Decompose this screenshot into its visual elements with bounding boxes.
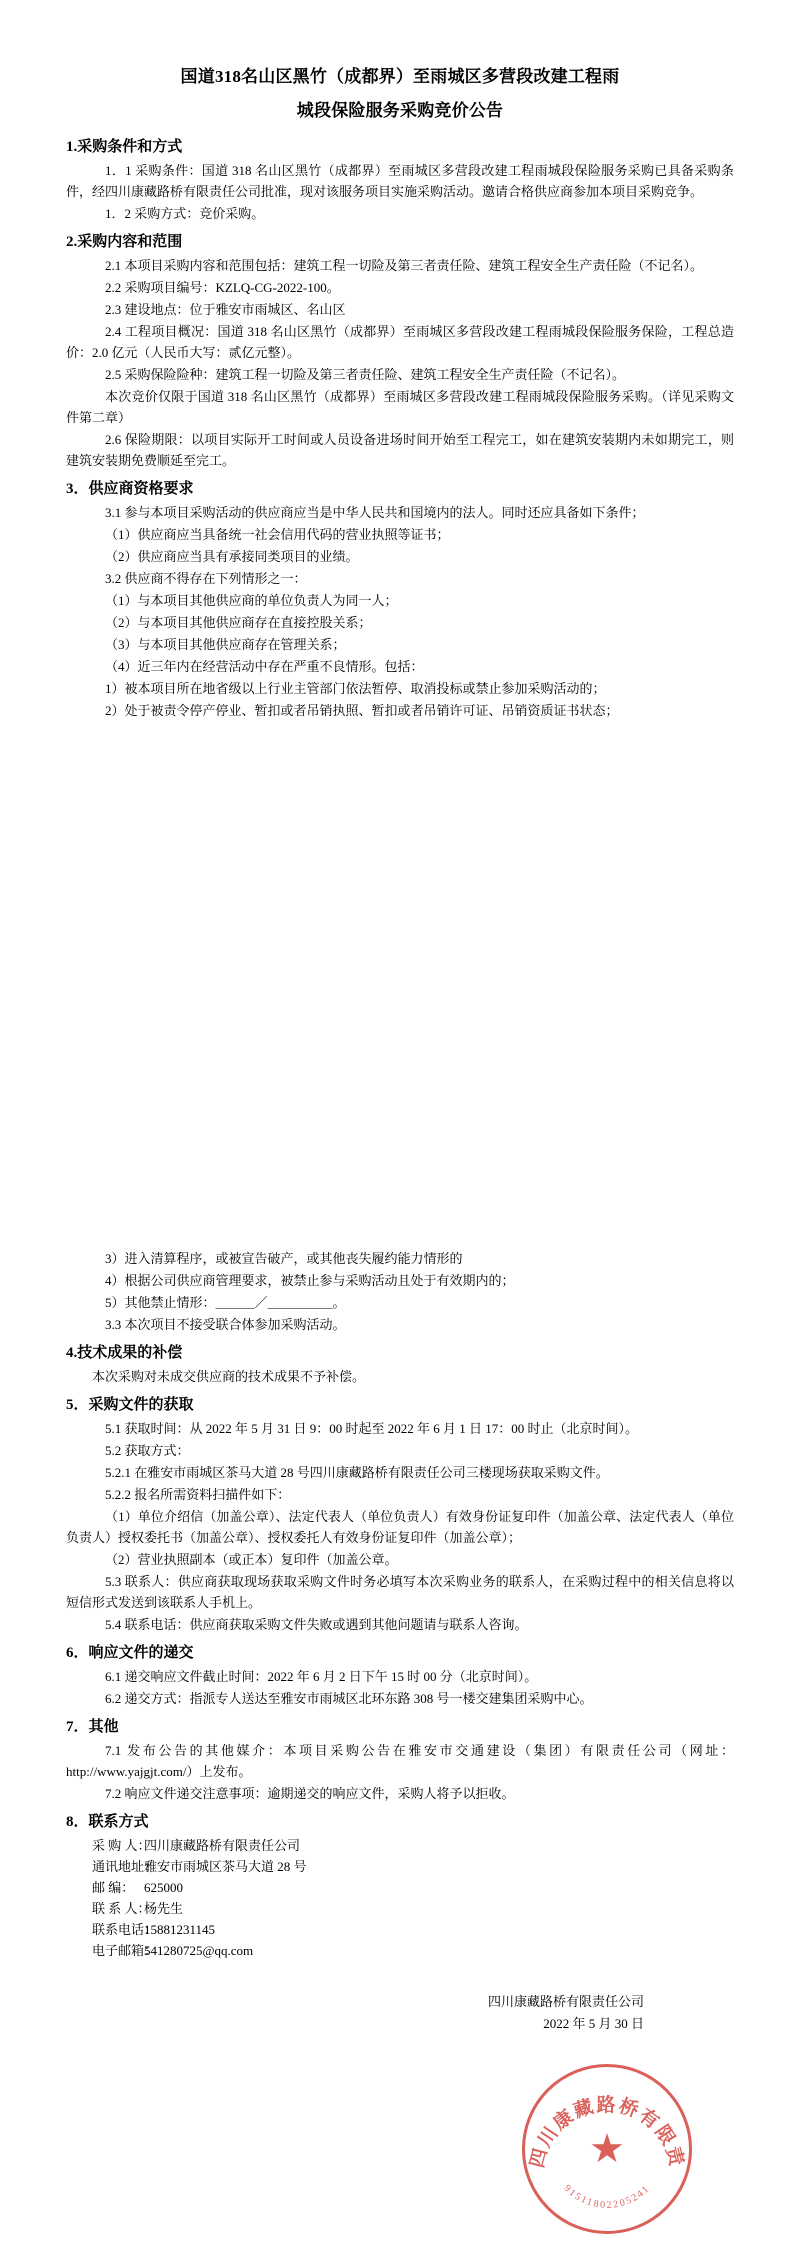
page-title-line-2: 城段保险服务采购竞价公告	[296, 101, 504, 120]
contact-row	[66, 1877, 734, 1898]
paragraph: 5.2 获取方式：	[105, 1443, 190, 1458]
paragraph: 5.2.2 报名所需资料扫描件如下：	[105, 1487, 291, 1502]
paragraph: 本次竞价仅限于国道 318 名山区黑竹（成都界）至雨城区多营段改建工程雨城段保险服务采购。（详见采购文件第二章）	[66, 389, 734, 425]
contact-value: 四川康藏路桥有限责任公司	[144, 1838, 301, 1853]
section-heading-5: 5．采购文件的获取	[66, 1397, 194, 1413]
contact-label: 邮 编：	[92, 1880, 135, 1895]
document-page-2	[0, 1131, 800, 2262]
section-heading-4: 4.技术成果的补偿	[66, 1345, 183, 1361]
paragraph: （1）与本项目其他供应商的单位负责人为同一人；	[105, 593, 398, 608]
signature-date: 2022 年 5 月 30 日	[543, 2016, 644, 2031]
paragraph: 7.2 响应文件递交注意事项：逾期递交的响应文件，采购人将予以拒收。	[105, 1786, 515, 1801]
contact-row	[66, 1919, 734, 1940]
paragraph: 6.1 递交响应文件截止时间：2022 年 6 月 2 日下午 15 时 00 分（北京时间）。	[105, 1669, 538, 1684]
contact-label: 联 系 人：	[92, 1901, 151, 1916]
paragraph: 2）处于被责令停产停业、暂扣或者吊销执照、暂扣或者吊销许可证、吊销资质证书状态；	[105, 703, 619, 718]
paragraph: 2.6 保险期限：以项目实际开工时间或人员设备进场时间开始至工程完工，如在建筑安装期内未如期完工，则建筑安装期免费顺延至完工。	[66, 432, 734, 468]
paragraph: 5.4 联系电话：供应商获取采购文件失败或遇到其他问题请与联系人咨询。	[105, 1617, 528, 1632]
contact-row	[66, 1898, 734, 1919]
paragraph: （4）近三年内在经营活动中存在严重不良情形。包括：	[105, 659, 424, 674]
paragraph: 2.2 采购项目编号：KZLQ-CG-2022-100。	[105, 280, 340, 295]
paragraph: 3.2 供应商不得存在下列情形之一：	[105, 571, 307, 586]
paragraph: 1．1 采购条件：国道 318 名山区黑竹（成都界）至雨城区多营段改建工程雨城段保险服务采购已具备采购条件，经四川康藏路桥有限责任公司批准，现对该服务项目实施采购活动。邀请合格供应商参加本项目采购竞争。	[66, 163, 734, 199]
contact-label: 电子邮箱：	[92, 1943, 158, 1958]
paragraph: （1）供应商应当具备统一社会信用代码的营业执照等证书；	[105, 527, 450, 542]
paragraph: 2.4 工程项目概况：国道 318 名山区黑竹（成都界）至雨城区多营段改建工程雨城段保险服务保险，工程总造价：2.0 亿元（人民币大写：贰亿元整）。	[66, 324, 734, 360]
company-seal-icon	[522, 2064, 692, 2234]
contact-value: 杨先生	[144, 1901, 184, 1916]
paragraph: 2.5 采购保险险种：建筑工程一切险及第三者责任险、建筑工程安全生产责任险（不记名）。	[105, 367, 626, 382]
contact-row	[66, 1940, 734, 1961]
contact-label: 采 购 人：	[92, 1838, 151, 1853]
signature-block	[66, 1991, 734, 2035]
contact-table	[66, 1835, 734, 1961]
contact-row	[66, 1835, 734, 1856]
paragraph: 3.1 参与本项目采购活动的供应商应当是中华人民共和国境内的法人。同时还应具备如下条件；	[105, 505, 645, 520]
paragraph: 3.3 本次项目不接受联合体参加采购活动。	[105, 1317, 346, 1332]
contact-value: 15881231145	[144, 1922, 216, 1937]
paragraph: 2.1 本项目采购内容和范围包括：建筑工程一切险及第三者责任险、建筑工程安全生产责任险（不记名）。	[105, 258, 704, 273]
paragraph: 5.3 联系人：供应商获取现场获取采购文件时务必填写本次采购业务的联系人，在采购过程中的相关信息将以短信形式发送到该联系人手机上。	[66, 1574, 734, 1610]
paragraph: 1．2 采购方式：竞价采购。	[105, 206, 265, 221]
contact-value: 625000	[144, 1880, 183, 1895]
paragraph: 2.3 建设地点：位于雅安市雨城区、名山区	[105, 302, 346, 317]
paragraph: 5.2.1 在雅安市雨城区茶马大道 28 号四川康藏路桥有限责任公司三楼现场获取采购文件。	[105, 1465, 609, 1480]
section-heading-7: 7．其他	[66, 1719, 119, 1735]
section-heading-8: 8．联系方式	[66, 1814, 149, 1830]
paragraph: 7.1 发布公告的其他媒介：本项目采购公告在雅安市交通建设（集团）有限责任公司（网址：http://www.yajgjt.com/）上发布。	[66, 1743, 734, 1779]
paragraph: 本次采购对未成交供应商的技术成果不予补偿。	[92, 1369, 366, 1384]
paragraph: 5.1 获取时间：从 2022 年 5 月 31 日 9：00 时起至 2022 年 6 月 1 日 17：00 时止（北京时间）。	[105, 1421, 639, 1436]
paragraph: 1）被本项目所在地省级以上行业主管部门依法暂停、取消投标或禁止参加采购活动的；	[105, 681, 606, 696]
paragraph: 4）根据公司供应商管理要求，被禁止参与采购活动且处于有效期内的；	[105, 1273, 515, 1288]
contact-label: 通讯地址：	[92, 1859, 158, 1874]
contact-label: 联系电话：	[92, 1922, 158, 1937]
section-heading-2: 2.采购内容和范围	[66, 234, 183, 250]
signature-company: 四川康藏路桥有限责任公司	[487, 1994, 644, 2009]
section-heading-1: 1.采购条件和方式	[66, 139, 183, 155]
contact-value: 雅安市雨城区茶马大道 28 号	[144, 1859, 307, 1874]
paragraph: 5）其他禁止情形：＿＿＿／＿＿＿＿＿。	[105, 1295, 346, 1310]
svg-text:四川康藏路桥有限责: 四川康藏路桥有限责	[526, 2094, 688, 2171]
section-heading-3: 3．供应商资格要求	[66, 481, 194, 497]
section-heading-6: 6．响应文件的递交	[66, 1645, 194, 1661]
paragraph: （2）供应商应当具有承接同类项目的业绩。	[105, 549, 359, 564]
contact-row	[66, 1856, 734, 1877]
paragraph: 3）进入清算程序，或被宣告破产，或其他丧失履约能力情形的	[105, 1251, 463, 1266]
page-title	[66, 60, 734, 128]
paragraph: （2）营业执照副本（或正本）复印件（加盖公章。	[105, 1552, 398, 1567]
seal-star-icon: ★	[589, 2126, 625, 2171]
paragraph: （2）与本项目其他供应商存在直接控股关系；	[105, 615, 372, 630]
svg-text:91511802205241: 91511802205241	[561, 2182, 653, 2212]
contact-value: 541280725@qq.com	[144, 1943, 254, 1958]
page-title-line-1: 国道318名山区黑竹（成都界）至雨城区多营段改建工程雨	[180, 67, 620, 86]
paragraph: （3）与本项目其他供应商存在管理关系；	[105, 637, 346, 652]
paragraph: （1）单位介绍信（加盖公章）、法定代表人（单位负责人）有效身份证复印件（加盖公章、法定代表人（单位负责人）授权委托书（加盖公章）、授权委托人有效身份证复印件（加盖公章）；	[66, 1509, 734, 1545]
paragraph: 6.2 递交方式：指派专人送达至雅安市雨城区北环东路 308 号一楼交建集团采购中心。	[105, 1691, 593, 1706]
